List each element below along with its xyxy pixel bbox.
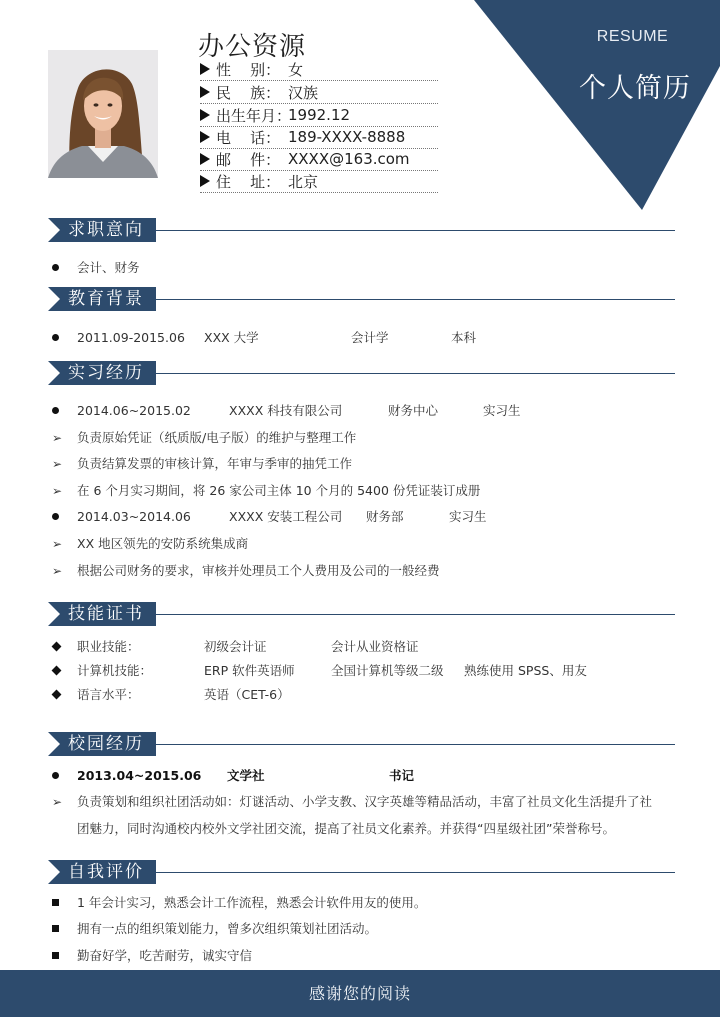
skill-label: 职业技能： — [77, 639, 140, 654]
diamond-bullet-icon — [52, 690, 62, 700]
job-date: 2014.03~2014.06 — [77, 509, 191, 524]
arrow-bullet-icon: ➢ — [52, 484, 63, 498]
info-value: 189-XXXX-8888 — [288, 128, 406, 146]
diamond-bullet-icon — [52, 666, 62, 676]
education-school: XXX 大学 — [204, 330, 259, 345]
self-eval-text: 拥有一点的组织策划能力，曾多次组织策划社团活动。 — [77, 921, 378, 936]
job-company: XXXX 安装工程公司 — [229, 509, 343, 524]
info-value: 女 — [288, 60, 304, 79]
arrow-bullet-icon: ➢ — [52, 564, 63, 578]
section-divider — [156, 744, 675, 745]
info-label: 电 话： — [216, 128, 281, 147]
job-dept: 财务部 — [366, 509, 404, 524]
info-label: 民 族： — [216, 83, 281, 102]
job-role: 实习生 — [483, 403, 521, 418]
job-dept: 财务中心 — [388, 403, 439, 418]
education-degree: 本科 — [451, 330, 477, 345]
triangle-bullet-icon — [200, 153, 210, 165]
section-divider — [156, 230, 675, 231]
dot-bullet-icon — [52, 334, 59, 341]
section-title-text: 求职意向 — [68, 220, 144, 240]
job-role: 实习生 — [449, 509, 487, 524]
triangle-bullet-icon — [200, 175, 210, 187]
skill-label: 计算机技能： — [77, 663, 153, 678]
info-label: 住 址： — [216, 172, 281, 191]
info-row-gender — [200, 58, 438, 81]
campus-role: 书记 — [389, 768, 415, 783]
job-date: 2014.06~2015.02 — [77, 403, 191, 418]
footer-banner — [0, 970, 720, 1017]
section-title-objective — [48, 218, 156, 242]
info-label: 性 别： — [216, 60, 281, 79]
square-bullet-icon — [52, 925, 59, 932]
triangle-bullet-icon — [200, 131, 210, 143]
duty-text: 在 6 个月实习期间，将 26 家公司主体 10 个月的 5400 份凭证装订成册 — [77, 483, 481, 498]
square-bullet-icon — [52, 952, 59, 959]
section-divider — [156, 373, 675, 374]
job-company: XXXX 科技有限公司 — [229, 403, 343, 418]
section-notch-icon — [48, 602, 60, 626]
campus-desc-line: 负责策划和组织社团活动如：灯谜活动、小学支教、汉字英雄等精品活动，丰富了社员文化生活提升了社 — [77, 794, 653, 809]
duty-text: 负责结算发票的审核计算，年审与季审的抽凭工作 — [77, 456, 353, 471]
section-title-text: 技能证书 — [68, 604, 144, 624]
skill-value: 英语（CET-6） — [204, 687, 290, 702]
education-major: 会计学 — [351, 330, 389, 345]
objective-text: 会计、财务 — [77, 260, 140, 275]
info-value: 1992.12 — [288, 106, 351, 124]
campus-date: 2013.04~2015.06 — [77, 768, 202, 783]
arrow-bullet-icon: ➢ — [52, 537, 63, 551]
section-notch-icon — [48, 732, 60, 756]
self-eval-text: 1 年会计实习，熟悉会计工作流程，熟悉会计软件用友的使用。 — [77, 895, 427, 910]
arrow-bullet-icon: ➢ — [52, 431, 63, 445]
dot-bullet-icon — [52, 513, 59, 520]
duty-text: 负责原始凭证（纸质版/电子版）的维护与整理工作 — [77, 430, 357, 445]
skill-value: 初级会计证 — [204, 639, 267, 654]
info-label: 出生年月： — [216, 106, 292, 125]
section-notch-icon — [48, 860, 60, 884]
section-title-text: 校园经历 — [68, 734, 144, 754]
square-bullet-icon — [52, 899, 59, 906]
skill-value: 会计从业资格证 — [331, 639, 419, 654]
skill-value: 全国计算机等级二级 — [331, 663, 444, 678]
triangle-bullet-icon — [200, 109, 210, 121]
section-title-text: 自我评价 — [68, 862, 144, 882]
section-notch-icon — [48, 361, 60, 385]
skill-label: 语言水平： — [77, 687, 140, 702]
education-date: 2011.09-2015.06 — [77, 330, 185, 345]
section-divider — [156, 872, 675, 873]
duty-text: 根据公司财务的要求，审核并处理员工个人费用及公司的一般经费 — [77, 563, 440, 578]
info-row-phone — [200, 126, 438, 149]
self-eval-text: 勤奋好学，吃苦耐劳，诚实守信 — [77, 948, 253, 963]
section-title-self — [48, 860, 156, 884]
duty-text: XX 地区领先的安防系统集成商 — [77, 536, 249, 551]
info-row-birthdate — [200, 104, 438, 127]
section-title-text: 实习经历 — [68, 363, 144, 383]
diamond-bullet-icon — [52, 642, 62, 652]
info-row-email — [200, 148, 438, 171]
info-value: XXXX@163.com — [288, 150, 410, 168]
section-title-campus — [48, 732, 156, 756]
info-value: 汉族 — [288, 83, 319, 102]
dot-bullet-icon — [52, 772, 59, 779]
section-divider — [156, 299, 675, 300]
info-value: 北京 — [288, 172, 319, 191]
section-notch-icon — [48, 218, 60, 242]
candidate-name: 办公资源 — [198, 32, 307, 62]
campus-org: 文学社 — [227, 768, 265, 783]
section-notch-icon — [48, 287, 60, 311]
footer-text: 感谢您的阅读 — [308, 984, 411, 1003]
triangle-bullet-icon — [200, 86, 210, 98]
info-label: 邮 件： — [216, 150, 281, 169]
resume-english-title: RESUME — [596, 28, 669, 45]
arrow-bullet-icon: ➢ — [52, 795, 63, 809]
dot-bullet-icon — [52, 407, 59, 414]
section-title-skills — [48, 602, 156, 626]
skill-value: 熟练使用 SPSS、用友 — [464, 663, 587, 678]
section-title-education — [48, 287, 156, 311]
section-title-text: 教育背景 — [68, 289, 144, 309]
skill-value: ERP 软件英语师 — [204, 663, 295, 678]
campus-desc-line: 团魅力，同时沟通校内校外文学社团交流，提高了社员文化素养。并获得“四星级社团”荣誉称号。 — [77, 821, 615, 836]
info-row-ethnicity — [200, 81, 438, 104]
dot-bullet-icon — [52, 264, 59, 271]
triangle-bullet-icon — [200, 63, 210, 75]
profile-photo — [48, 50, 158, 178]
resume-chinese-title: 个人简历 — [579, 73, 691, 104]
info-row-address — [200, 170, 438, 193]
section-title-internship — [48, 361, 156, 385]
section-divider — [156, 614, 675, 615]
arrow-bullet-icon: ➢ — [52, 457, 63, 471]
